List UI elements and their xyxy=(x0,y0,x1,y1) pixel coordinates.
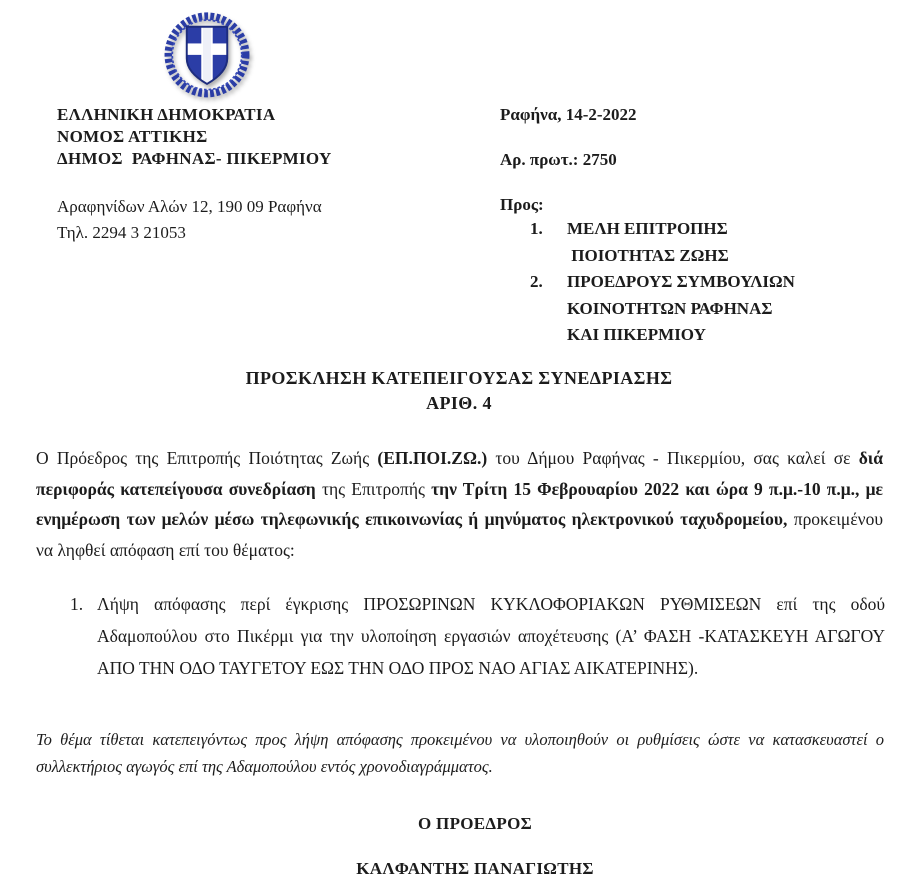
address-line: Αραφηνίδων Αλών 12, 190 09 Ραφήνα xyxy=(57,197,322,216)
recipient-number: 1. xyxy=(530,219,543,238)
agenda-item-number: 1. xyxy=(70,594,84,614)
recipient-line: ΚΟΙΝΟΤΗΤΩΝ ΡΑΦΗΝΑΣ xyxy=(567,298,773,318)
org-name-line3: ΔΗΜΟΣ ΡΑΦΗΝΑΣ- ΠΙΚΕΡΜΙΟΥ xyxy=(57,149,332,168)
protocol-number: Αρ. πρωτ.: 2750 xyxy=(500,150,617,169)
recipient-text xyxy=(567,269,900,349)
recipient-block xyxy=(500,104,900,349)
document-title-line2: ΑΡΙΘ. 4 xyxy=(426,393,492,413)
signature-name: ΚΑΛΦΑΝΤΗΣ ΠΑΝΑΓΙΩΤΗΣ xyxy=(356,859,594,878)
date-line: Ραφήνα, 14-2-2022 xyxy=(500,105,637,124)
body-paragraph xyxy=(36,443,883,565)
sender-block xyxy=(57,104,332,246)
org-name-line2: ΝΟΜΟΣ ΑΤΤΙΚΗΣ xyxy=(57,127,208,146)
address-block xyxy=(57,194,332,246)
body-segment: Ο Πρόεδρος της Επιτροπής Ποιότητας Ζωής xyxy=(36,448,378,468)
body-segment: προκειμένου να ληφθεί απόφαση επί του θέματος: xyxy=(36,509,883,560)
body-segment: του Δήμου Ραφήνας - Πικερμίου, σας καλεί σε xyxy=(487,448,859,468)
agenda-list xyxy=(70,588,885,684)
body-segment: της Επιτροπής xyxy=(315,478,432,499)
phone-line: Τηλ. 2294 3 21053 xyxy=(57,223,186,242)
recipient-number: 2. xyxy=(530,272,543,291)
document-title xyxy=(0,366,918,416)
urgency-note: Το θέμα τίθεται κατεπειγόντως προς λήψη απόφασης προκειμένου να υλοποιηθούν οι ρυθμίσεις ώστε να κατασκευαστεί ο συλλεκτήριος αγωγός επί της Αδαμοπούλου εντός χρονοδιαγράμματος. xyxy=(36,730,884,776)
signature-block xyxy=(16,813,918,880)
recipient-line: ΠΡΟΕΔΡΟΥΣ ΣΥΜΒΟΥΛΙΩΝ xyxy=(567,272,795,291)
recipient-text xyxy=(567,216,900,269)
agenda-item-1 xyxy=(70,588,885,684)
body-segment-bold: την Τρίτη 15 Φεβρουαρίου 2022 και ώρα 9 π.μ.-10 π.μ., με ενημέρωση των μελών μέσω τηλεφωνικής επικοινωνίας ή μηνύματος ηλεκτρονικού ταχυδρομείου, xyxy=(36,478,884,529)
recipient-line: ΜΕΛΗ ΕΠΙΤΡΟΠΗΣ xyxy=(567,219,728,238)
body-segment-bold: (ΕΠ.ΠΟΙ.ΖΩ.) xyxy=(377,448,488,468)
agenda-item-text: Λήψη απόφασης περί έγκρισης ΠΡΟΣΩΡΙΝΩΝ ΚΥΚΛΟΦΟΡΙΑΚΩΝ ΡΥΘΜΙΣΕΩΝ επί της οδού Αδαμοπούλου στο Πικέρμι για την υλοποίηση εργασιών αποχέτευσης (Α’ ΦΑΣΗ -ΚΑΤΑΣΚΕΥΗ ΑΓΩΓΟΥ ΑΠΟ ΤΗΝ ΟΔΟ ΤΑΥΓΕΤΟΥ ΕΩΣ ΤΗΝ ΟΔΟ ΠΡΟΣ ΝΑΟ ΑΓΙΑΣ ΑΙΚΑΤΕΡΙΝΗΣ). xyxy=(97,594,885,678)
recipient-item-1 xyxy=(500,216,900,269)
document-title-line1: ΠΡΟΣΚΛΗΣΗ ΚΑΤΕΠΕΙΓΟΥΣΑΣ ΣΥΝΕΔΡΙΑΣΗΣ xyxy=(245,368,673,388)
signature-role: Ο ΠΡΟΕΔΡΟΣ xyxy=(417,814,533,833)
recipient-line: ΠΟΙΟΤΗΤΑΣ ΖΩΗΣ xyxy=(567,245,729,265)
recipient-line: ΚΑΙ ΠΙΚΕΡΜΙΟΥ xyxy=(567,325,706,344)
to-label: Προς: xyxy=(500,195,544,214)
org-name-line1: ΕΛΛΗΝΙΚΗ ΔΗΜΟΚΡΑΤΙΑ xyxy=(57,105,276,124)
body-segment-bold: διά περιφοράς κατεπείγουσα συνεδρίαση xyxy=(36,448,883,499)
recipient-item-2 xyxy=(500,269,900,349)
hellenic-republic-emblem-icon xyxy=(163,8,251,100)
